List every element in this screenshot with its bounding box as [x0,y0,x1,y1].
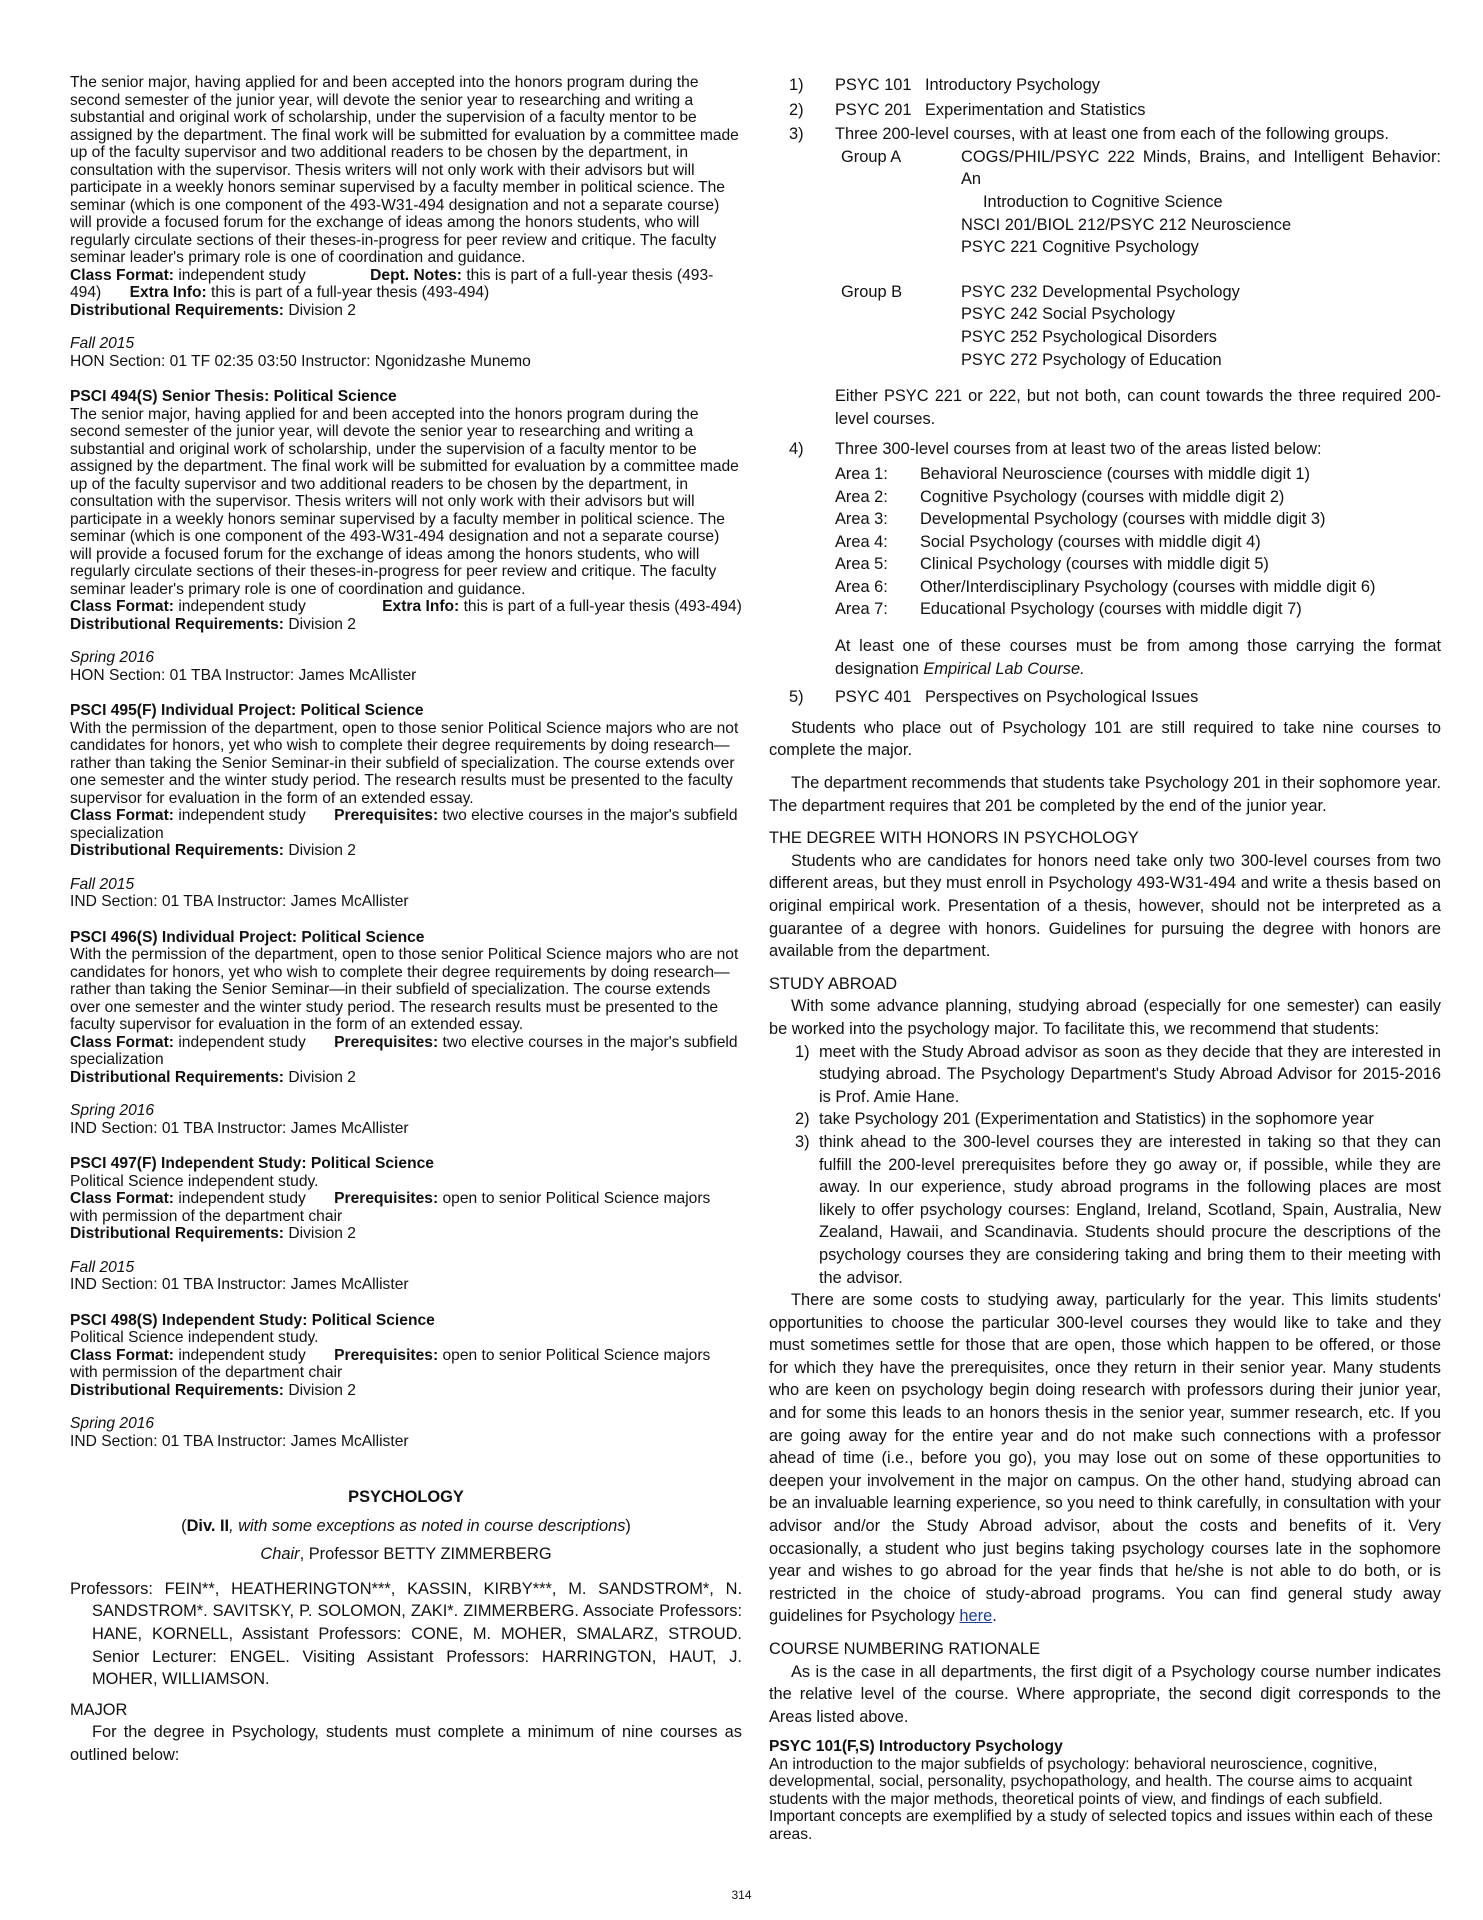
class-format-label: Class Format: [70,807,174,824]
course-code: PSYC 401 [835,688,912,707]
dist-req-value: Division 2 [288,301,356,319]
dist-req-line [70,842,742,860]
class-format-line [70,598,742,616]
division-line: (Div. II, with some exceptions as noted in course descriptions) [181,1516,631,1535]
dept-notes-label: Dept. Notes: [370,266,462,284]
requirement-number: 2) [789,100,804,119]
class-format-line [70,1190,742,1225]
dist-req-label: Distributional Requirements: [70,842,285,859]
numbering-heading: COURSE NUMBERING RATIONALE [769,1640,1041,1658]
study-abroad-heading: STUDY ABROAD [769,974,898,993]
course-description: With the permission of the department, open to those senior Political Science majors who are not candidates for honors, yet who wish to complete their degree requirements by doing research—rather than taking the Senior Seminar—in their subfield of specialization. The course extends over one semester and the winter study period. The research results must be presented to the faculty supervisor for evaluation in the form of an extended essay. [70,946,739,1033]
class-format-value: independent study [178,266,306,284]
requirement-item [769,686,1441,709]
course-description: The senior major, having applied for and been accepted into the honors program during the second semester of the junior year, will devote the senior year to researching and writing a substantial and original work of scholarship, under the supervision of a faculty mentor to be assigned by the department. The final work will be submitted for evaluation by a committee made up of the faculty supervisor and two additional readers to be chosen by the department, in consultation with the supervisor. Thesis writers will not only work with their advisors but will participate in a weekly honors seminar supervised by a faculty member in political science. The seminar (which is one component of the 493-W31-494 designation and not a separate course) will provide a focused forum for the exchange of ideas among the honors students, who will regularly circulate sections of their theses-in-progress for peer review and critique. The faculty seminar leader's primary role is one of coordination and guidance. [70,405,739,598]
course-entry [70,1155,742,1294]
class-format-value: independent study [178,1346,306,1364]
dist-req-value: Division 2 [288,1225,356,1242]
group-course: PSYC 242 Social Psychology [961,305,1176,324]
area-text: Other/Interdisciplinary Psychology (courses with middle digit 6) [920,577,1376,596]
course-name: Introductory Psychology [925,76,1100,94]
course-description: Political Science independent study. [70,1172,319,1190]
study-abroad-list [795,1041,1441,1290]
item-number: 1) [795,1042,810,1061]
costs-end: . [992,1607,997,1626]
requirement-item [769,123,1441,146]
area-item [835,576,1441,599]
area-label: Area 7: [835,600,888,619]
group-course: COGS/PHIL/PSYC 222 Minds, Brains, and Intelligent Behavior: An [961,147,1441,189]
page-number: 314 [731,1888,752,1902]
section-line: IND Section: 01 TBA Instructor: James McAllister [70,1432,409,1450]
course-entry [769,1738,1441,1843]
faculty-list: Professors: FEIN**, HEATHERINGTON***, KASSIN, KIRBY***, M. SANDSTROM*, N. SANDSTROM*. SAVITSKY, P. SOLOMON, ZAKI*. ZIMMERBERG. Associate Professors: HANE, KORNELL, Assistant Professors: CONE, M. MOHER, SMALARZ, STROUD. Senior Lecturer: ENGEL. Visiting Assistant Professors: HARRINGTON, HAUT, J. MOHER, WILLIAMSON. [70,1579,742,1689]
class-format-line [70,267,742,302]
prerequisites-label: Prerequisites: [334,1346,439,1364]
dist-req-line [70,1382,742,1400]
area-item [835,531,1441,554]
requirement-number: 1) [789,76,804,94]
prerequisites-value: open to senior Political Science majors with permission of the department chair [70,1190,711,1225]
group-course: PSYC 272 Psychology of Education [961,350,1222,369]
prerequisites-label: Prerequisites: [334,1033,439,1051]
prerequisites-label: Prerequisites: [334,807,439,824]
requirement-item [769,74,1441,97]
term: Fall 2015 [70,335,135,352]
group-course: Introduction to Cognitive Science [983,192,1223,211]
left-column [70,74,742,1767]
area-text: Educational Psychology (courses with middle digit 7) [920,600,1302,619]
class-format-value: independent study [178,807,306,824]
course-title: PSCI 494(S) Senior Thesis: Political Science [70,388,397,405]
area-list [769,463,1441,621]
course-code: PSYC 201 [835,100,912,119]
class-format-label: Class Format: [70,1346,174,1364]
division-italic: , with some exceptions as noted in course descriptions [229,1516,626,1535]
course-entry [70,388,742,684]
dist-req-label: Distributional Requirements: [70,1225,285,1242]
group-b [835,281,1441,371]
area-label: Area 6: [835,577,888,596]
area-text: Cognitive Psychology (courses with middle digit 2) [920,487,1285,506]
requirement-text: Three 300-level courses from at least two of the areas listed below: [835,440,1322,459]
prerequisites-label: Prerequisites: [334,1190,439,1207]
dist-req-line [70,616,742,634]
prerequisites-value: two elective courses in the major's subfield specialization [70,1033,738,1068]
costs-text: There are some costs to studying away, particularly for the year. This limits students' opportunities to choose the particular 300-level courses they would like to take and they must sometimes settle for those that are open, those which happen to be offered, or those for which they have the prerequisites, once they return in their senior year. Many students who are keen on psychology begin doing research with professors during their junior year, and for some this leads to an honors thesis in the senior year, summer research, etc. If you are going away for the entire year and do not make such connections with a professor ahead of time (i.e., before you go), you may lose out on some of these opportunities to deepen your involvement in the major on campus. On the other hand, studying abroad can be an invaluable learning experience, so you need to think carefully, in consultation with your advisor and/or the Study Abroad advisor, about the costs and benefits of it. Very occasionally, a student who just begins taking psychology courses late in the sophomore year and wishes to go abroad for the year finds that he/she is not able to do both, or is restricted in the choice of study-abroad programs. You can find general study away guidelines for Psychology [769,1291,1441,1626]
group-a [835,146,1441,259]
study-abroad-intro: With some advance planning, studying abroad (especially for one semester) can easily be worked into the psychology major. To facilitate this, we recommend that students: [769,997,1441,1038]
area-label: Area 5: [835,555,888,574]
section-line: IND Section: 01 TBA Instructor: James McAllister [70,1119,409,1137]
right-column [769,74,1441,1843]
course-title: PSCI 496(S) Individual Project: Political Science [70,928,425,946]
honors-thesis-description: The senior major, having applied for and been accepted into the honors program during the second semester of the junior year, will devote the senior year to researching and writing a substantial and original work of scholarship, under the supervision of a faculty mentor to be assigned by the department. The final work will be submitted for evaluation by a committee made up of the faculty supervisor and two additional readers to be chosen by the department, in consultation with the supervisor. Thesis writers will not only work with their advisors but will participate in a weekly honors seminar supervised by a faculty member in political science. The seminar (which is one component of the 493-W31-494 designation and not a separate course) will provide a focused forum for the exchange of ideas among the honors students, who will regularly circulate sections of their theses-in-progress for peer review and critique. The faculty seminar leader's primary role is one of coordination and guidance. [70,74,739,266]
dist-req-label: Distributional Requirements: [70,1068,285,1086]
study-abroad-item [795,1108,1441,1131]
item-text: take Psychology 201 (Experimentation and Statistics) in the sophomore year [819,1110,1374,1129]
area-label: Area 4: [835,532,888,551]
prerequisites-value: two elective courses in the major's subfield specialization [70,807,738,842]
area-note [835,635,1441,680]
section-line: IND Section: 01 TBA Instructor: James McAllister [70,893,409,910]
extra-info-value: this is part of a full-year thesis (493-494) [463,598,742,615]
chair-line [70,1543,742,1566]
term: Fall 2015 [70,1258,135,1276]
area-label: Area 1: [835,464,888,483]
dept-notes-value: this is part of a full-year thesis (493-494) [70,266,714,301]
requirement-item [769,99,1441,122]
group-label: Group A [841,147,902,166]
group-course: PSYC 221 Cognitive Psychology [961,238,1199,257]
area-label: Area 2: [835,487,888,506]
department-heading: PSYCHOLOGY [348,1488,464,1506]
term: Spring 2016 [70,649,155,666]
honors-paragraph: Students who are candidates for honors need take only two 300-level courses from two different areas, but they must enroll in Psychology 493-W31-494 and write a thesis based on original empirical work. Presentation of a thesis, however, should not be interpreted as a guarantee of a degree with honors. Guidelines for pursuing the degree with honors are available from the department. [769,851,1441,961]
extra-info-label: Extra Info: [129,284,207,301]
section-line: IND Section: 01 TBA Instructor: James McAllister [70,1276,409,1293]
class-format-line [70,1034,742,1069]
group-course: NSCI 201/BIOL 212/PSYC 212 Neuroscience [961,215,1292,234]
area-note-italic: Empirical Lab Course. [923,659,1085,678]
class-format-label: Class Format: [70,598,174,615]
section-line: HON Section: 01 TBA Instructor: James McAllister [70,666,417,684]
group-course: PSYC 232 Developmental Psychology [961,282,1240,301]
course-description: An introduction to the major subfields of psychology: behavioral neuroscience, cognitive, developmental, social, personality, psychopathology, and health. The course aims to acquaint students with the major methods, theoretical points of view, and findings of each subfield. Important concepts are exemplified by a study of selected topics and issues within each of these areas. [769,1755,1433,1843]
requirement-text: Three 200-level courses, with at least one from each of the following groups. [835,125,1389,144]
dist-req-label: Distributional Requirements: [70,301,285,319]
dist-req-value: Division 2 [288,615,356,633]
course-description: With the permission of the department, open to those senior Political Science majors who are not candidates for honors, yet who wish to complete their degree requirements by doing research—rather than taking the Senior Seminar-in their subfield of specialization. The course extends over one semester and the winter study period. The research results must be presented to the faculty supervisor for evaluation in the form of an extended essay. [70,719,739,807]
course-entry [70,929,742,1138]
place-out-paragraph: Students who place out of Psychology 101 are still required to take nine courses to complete the major. [769,718,1441,760]
course-description: Political Science independent study. [70,1329,319,1346]
area-item [835,553,1441,576]
dist-req-label: Distributional Requirements: [70,615,285,633]
requirement-number: 5) [789,688,804,707]
numbering-paragraph: As is the case in all departments, the first digit of a Psychology course number indicates the relative level of the course. Where appropriate, the second digit corresponds to the Areas listed above. [769,1662,1441,1726]
honors-heading: THE DEGREE WITH HONORS IN PSYCHOLOGY [769,829,1139,848]
chair-name: , Professor BETTY ZIMMERBERG [299,1545,552,1564]
dist-req-line [70,1069,742,1087]
course-title: PSYC 101(F,S) Introductory Psychology [769,1738,1063,1756]
course-title: PSCI 495(F) Individual Project: Political Science [70,702,424,719]
dist-req-value: Division 2 [288,1068,356,1086]
requirement-item [769,438,1441,461]
study-abroad-costs [769,1289,1441,1628]
class-format-value: independent study [178,1190,306,1207]
class-format-label: Class Format: [70,1190,174,1207]
term: Fall 2015 [70,875,135,893]
dist-req-line [70,1225,742,1243]
class-format-value: independent study [178,598,306,615]
requirement-number: 4) [789,440,804,459]
class-format-value: independent study [178,1033,306,1051]
study-away-guidelines-link[interactable]: here [959,1607,993,1626]
area-text: Behavioral Neuroscience (courses with middle digit 1) [920,464,1310,483]
term: Spring 2016 [70,1415,155,1432]
class-format-label: Class Format: [70,1033,174,1051]
term: Spring 2016 [70,1102,155,1119]
course-entry [70,702,742,911]
major-heading: MAJOR [70,1700,128,1719]
chair-label: Chair [260,1545,300,1564]
area-label: Area 3: [835,510,888,529]
item-number: 2) [795,1110,810,1129]
requirement-number: 3) [789,125,804,144]
class-format-label: Class Format: [70,266,174,284]
class-format-line [70,807,742,842]
major-paragraph: For the degree in Psychology, students must complete a minimum of nine courses as outlined below: [70,1723,742,1764]
area-item [835,598,1441,621]
extra-info-label: Extra Info: [382,598,460,615]
course-code: PSYC 101 [835,76,912,94]
dist-req-line [70,302,742,320]
section-line: HON Section: 01 TF 02:35 03:50 Instructor: Ngonidzashe Munemo [70,352,531,370]
group-note: Either PSYC 221 or 222, but not both, can count towards the three required 200-level courses. [835,387,1441,428]
area-text: Developmental Psychology (courses with middle digit 3) [920,510,1326,529]
study-abroad-item [795,1131,1441,1289]
course-title: PSCI 497(F) Independent Study: Political Science [70,1155,434,1172]
psychology-header [70,1486,742,1767]
dist-req-value: Division 2 [288,1381,356,1399]
group-course: PSYC 252 Psychological Disorders [961,327,1217,346]
dist-req-label: Distributional Requirements: [70,1381,285,1399]
area-text: Social Psychology (courses with middle digit 4) [920,532,1261,551]
division-bold: Div. II [186,1516,230,1535]
area-item [835,486,1441,509]
item-number: 3) [795,1132,810,1151]
recommend-paragraph: The department recommends that students take Psychology 201 in their sophomore year. The department requires that 201 be completed by the end of the junior year. [769,774,1441,815]
area-note-text: At least one of these courses must be from among those carrying the format designation [835,637,1441,678]
area-text: Clinical Psychology (courses with middle digit 5) [920,555,1269,574]
course-title: PSCI 498(S) Independent Study: Political Science [70,1311,435,1329]
course-name: Experimentation and Statistics [925,100,1146,119]
extra-info-value: this is part of a full-year thesis (493-494) [211,284,490,301]
area-item [835,508,1441,531]
dist-req-value: Division 2 [288,842,356,859]
item-text: think ahead to the 300-level courses they are interested in taking so that they can fulfill the 200-level prerequisites before they go away or, if possible, while they are away. In our experience, study abroad programs in the following places are most likely to offer psychology courses: England, Ireland, Scotland, Spain, Australia, New Zealand, Hawaii, and Scandinavia. Students should procure the descriptions of the psychology courses they are considering taking and bring them to their meeting with the advisor. [819,1132,1441,1287]
class-format-line [70,1347,742,1382]
course-name: Perspectives on Psychological Issues [925,688,1199,707]
group-label: Group B [841,282,903,301]
area-item [835,463,1441,486]
item-text: meet with the Study Abroad advisor as soon as they decide that they are interested in studying abroad. The Psychology Department's Study Abroad Advisor for 2015-2016 is Prof. Amie Hane. [819,1042,1441,1106]
course-entry [70,1312,742,1451]
study-abroad-item [795,1041,1441,1109]
prerequisites-value: open to senior Political Science majors with permission of the department chair [70,1346,711,1381]
